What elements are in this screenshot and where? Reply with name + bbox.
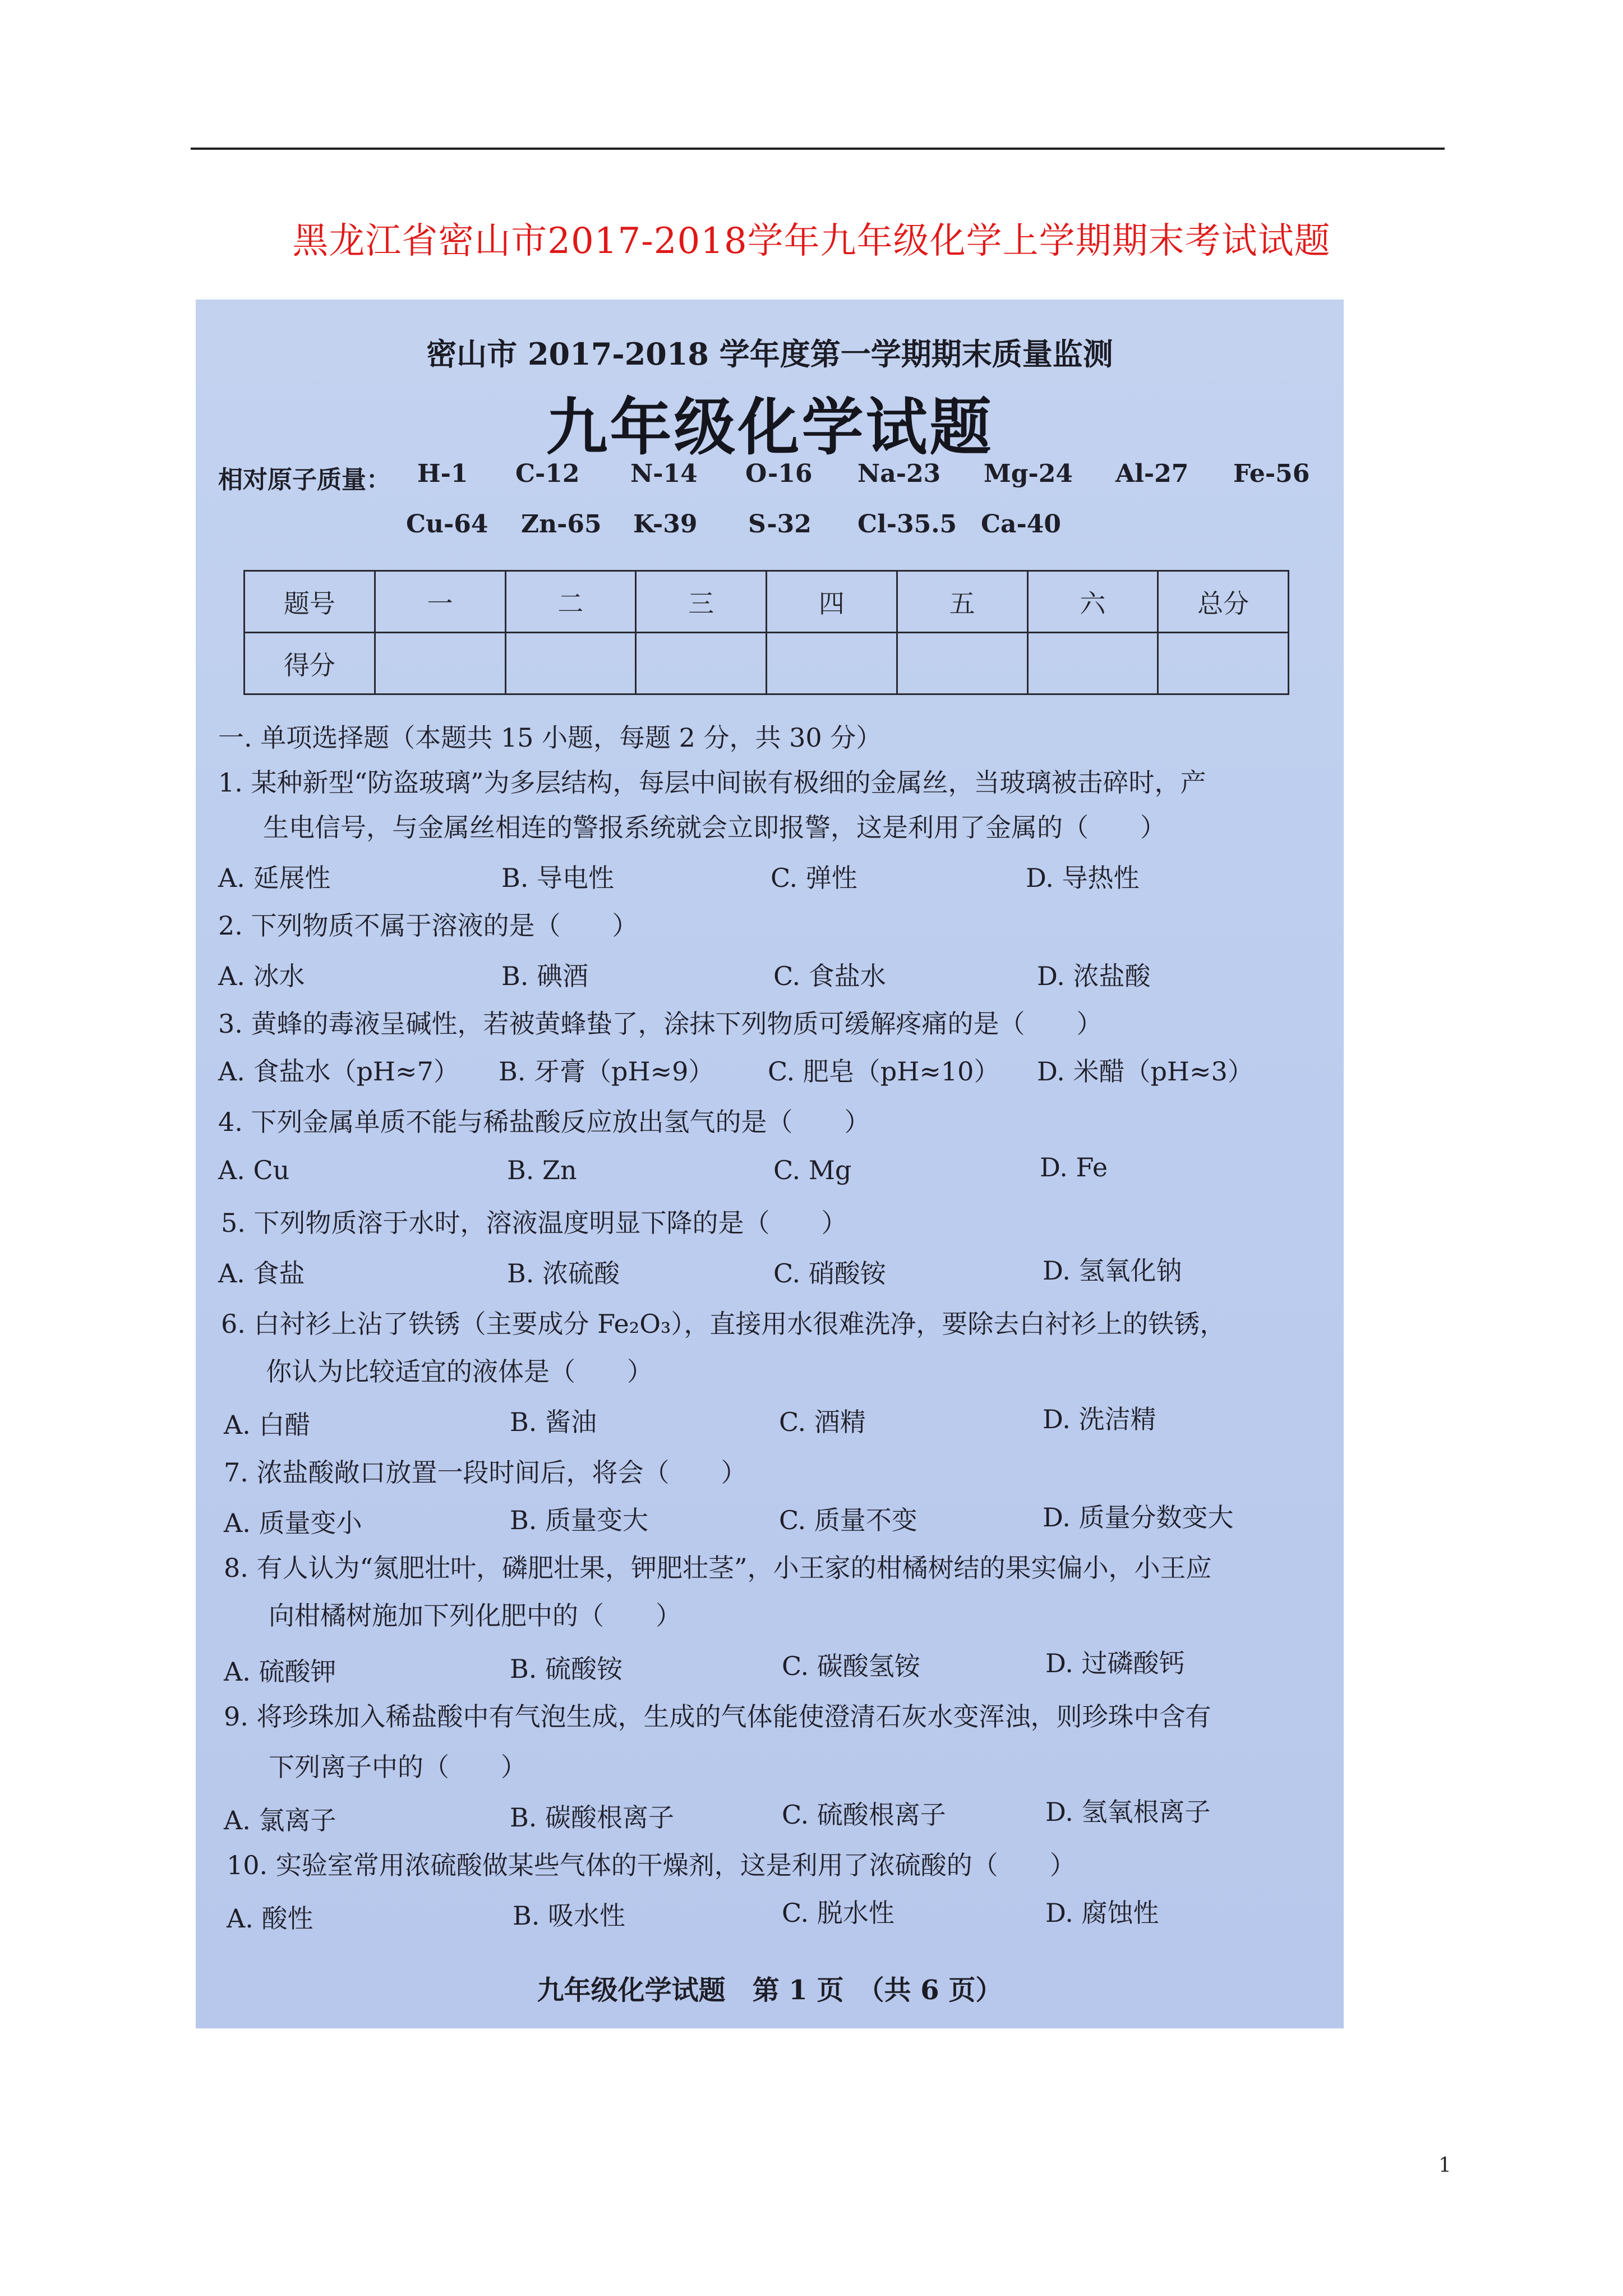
- option-b: B. 浓硫酸: [507, 1258, 620, 1289]
- option-c: C. 碳酸氢铵: [782, 1651, 920, 1681]
- score-table-header-cell: 二: [505, 571, 636, 633]
- exam-photo: [196, 300, 1344, 2028]
- score-table-header-cell: 总分: [1158, 571, 1289, 633]
- option-a: A. 食盐: [218, 1258, 305, 1289]
- score-cell: [1158, 633, 1289, 694]
- question-text: 6. 白衬衫上沾了铁锈（主要成分 Fe₂O₃），直接用水很难洗净，要除去白衬衫上的铁锈，: [221, 1309, 1226, 1339]
- score-row-label: 得分: [245, 633, 375, 694]
- option-b: B. 酱油: [510, 1407, 597, 1437]
- question-text: 生电信号，与金属丝相连的警报系统就会立即报警，这是利用了金属的（ ）: [263, 812, 1166, 843]
- score-cell: [375, 633, 505, 694]
- option-c: C. 硫酸根离子: [782, 1800, 946, 1830]
- page-number: 1: [1438, 2154, 1451, 2177]
- question-text: 2. 下列物质不属于溶液的是（ ）: [218, 910, 638, 941]
- option-b: B. 牙膏（pH≈9）: [499, 1056, 714, 1087]
- question-text: 5. 下列物质溶于水时，溶液温度明显下降的是（ ）: [221, 1208, 847, 1238]
- question-text: 8. 有人认为“氮肥壮叶，磷肥壮果，钾肥壮茎”，小王家的柑橘树结的果实偏小，小王应: [224, 1553, 1212, 1583]
- score-table-header-cell: 六: [1027, 571, 1158, 633]
- atomic-mass: K-39: [633, 510, 698, 539]
- option-a: A. 质量变小: [224, 1508, 362, 1538]
- question-text: 9. 将珍珠加入稀盐酸中有气泡生成，生成的气体能使澄清石灰水变浑浊，则珍珠中含有: [224, 1701, 1211, 1732]
- score-table-header-cell: 五: [897, 571, 1027, 633]
- section-heading: 一. 单项选择题（本题共 15 小题，每题 2 分，共 30 分）: [218, 723, 882, 753]
- option-c: C. 食盐水: [773, 961, 886, 991]
- option-d: D. 氢氧根离子: [1045, 1797, 1211, 1827]
- atomic-mass: O-16: [745, 459, 813, 488]
- atomic-mass: Cu-64: [406, 510, 488, 539]
- option-a: A. Cu: [218, 1155, 290, 1185]
- option-d: D. 洗洁精: [1043, 1404, 1156, 1434]
- score-cell: [505, 633, 636, 694]
- atomic-mass: Na-23: [857, 459, 941, 488]
- option-a: A. 硫酸钾: [224, 1657, 336, 1687]
- atomic-mass: N-14: [630, 459, 698, 488]
- exam-page-footer: 九年级化学试题 第 1 页 （共 6 页）: [537, 1975, 1003, 2006]
- option-b: B. 硫酸铵: [510, 1654, 623, 1684]
- option-a: A. 食盐水（pH≈7）: [218, 1056, 459, 1087]
- score-table-header-row: [245, 571, 1289, 633]
- exam-title: 九年级化学试题: [546, 391, 994, 463]
- score-table: [243, 570, 1289, 695]
- atomic-mass: C-12: [515, 459, 580, 488]
- score-cell: [1027, 633, 1158, 694]
- question-text: 你认为比较适宜的液体是（ ）: [266, 1356, 653, 1387]
- score-table-header-cell: 三: [636, 571, 767, 633]
- score-cell: [897, 633, 1027, 694]
- option-d: D. 米醋（pH≈3）: [1037, 1056, 1253, 1087]
- question-text: 7. 浓盐酸敞口放置一段时间后，将会（ ）: [224, 1457, 747, 1488]
- atomic-mass: Mg-24: [984, 459, 1073, 488]
- atomic-mass-label: 相对原子质量：: [218, 466, 391, 494]
- score-cell: [767, 633, 897, 694]
- option-d: D. 浓盐酸: [1037, 961, 1151, 991]
- score-cell: [636, 633, 767, 694]
- score-table-header-cell: 题号: [245, 571, 375, 633]
- question-text: 1. 某种新型“防盗玻璃”为多层结构，每层中间嵌有极细的金属丝，当玻璃被击碎时，产: [218, 767, 1206, 798]
- option-d: D. 氢氧化钠: [1043, 1255, 1182, 1286]
- option-b: B. 吸水性: [513, 1901, 626, 1931]
- atomic-mass: S-32: [748, 510, 811, 539]
- atomic-mass: Fe-56: [1233, 459, 1310, 488]
- atomic-mass: Zn-65: [521, 510, 602, 539]
- option-c: C. 脱水性: [782, 1898, 895, 1928]
- option-c: C. Mg: [773, 1155, 852, 1185]
- option-d: D. 过磷酸钙: [1045, 1648, 1185, 1678]
- question-text: 4. 下列金属单质不能与稀盐酸反应放出氢气的是（ ）: [218, 1107, 870, 1137]
- score-table-header-cell: 一: [375, 571, 505, 633]
- question-text: 3. 黄蜂的毒液呈碱性，若被黄蜂蛰了，涂抹下列物质可缓解疼痛的是（ ）: [218, 1009, 1103, 1039]
- score-table-header-cell: 四: [767, 571, 897, 633]
- header-rule: [191, 148, 1445, 150]
- document-title: 黑龙江省密山市2017-2018学年九年级化学上学期期末考试试题: [292, 220, 1331, 262]
- option-c: C. 质量不变: [779, 1505, 917, 1535]
- option-b: B. 导电性: [501, 863, 615, 893]
- question-text: 向柑橘树施加下列化肥中的（ ）: [269, 1600, 681, 1631]
- atomic-mass: Al-27: [1115, 459, 1189, 488]
- option-d: D. 腐蚀性: [1045, 1898, 1159, 1928]
- option-d: D. 质量分数变大: [1043, 1502, 1234, 1533]
- option-a: A. 酸性: [227, 1903, 313, 1934]
- option-d: D. 导热性: [1026, 863, 1140, 893]
- option-c: C. 酒精: [779, 1407, 866, 1437]
- option-b: B. 碘酒: [501, 961, 589, 991]
- atomic-mass: Cl-35.5: [857, 510, 957, 539]
- option-c: C. 硝酸铵: [773, 1258, 886, 1289]
- question-text: 10. 实验室常用浓硫酸做某些气体的干燥剂，这是利用了浓硫酸的（ ）: [227, 1850, 1076, 1880]
- option-a: A. 氯离子: [224, 1805, 336, 1835]
- score-table-score-row: [245, 633, 1289, 694]
- atomic-mass: H-1: [417, 459, 468, 488]
- question-text: 下列离子中的（ ）: [269, 1752, 527, 1782]
- option-a: A. 白醋: [224, 1410, 311, 1440]
- option-c: C. 肥皂（pH≈10）: [768, 1056, 1000, 1087]
- option-b: B. Zn: [507, 1155, 577, 1185]
- option-d: D. Fe: [1040, 1152, 1108, 1182]
- option-b: B. 质量变大: [510, 1505, 649, 1535]
- option-a: A. 延展性: [218, 863, 331, 893]
- exam-subtitle: 密山市 2017-2018 学年度第一学期期末质量监测: [426, 336, 1113, 372]
- option-a: A. 冰水: [218, 961, 305, 991]
- option-c: C. 弹性: [771, 863, 857, 893]
- atomic-mass: Ca-40: [981, 510, 1062, 539]
- option-b: B. 碳酸根离子: [510, 1802, 675, 1833]
